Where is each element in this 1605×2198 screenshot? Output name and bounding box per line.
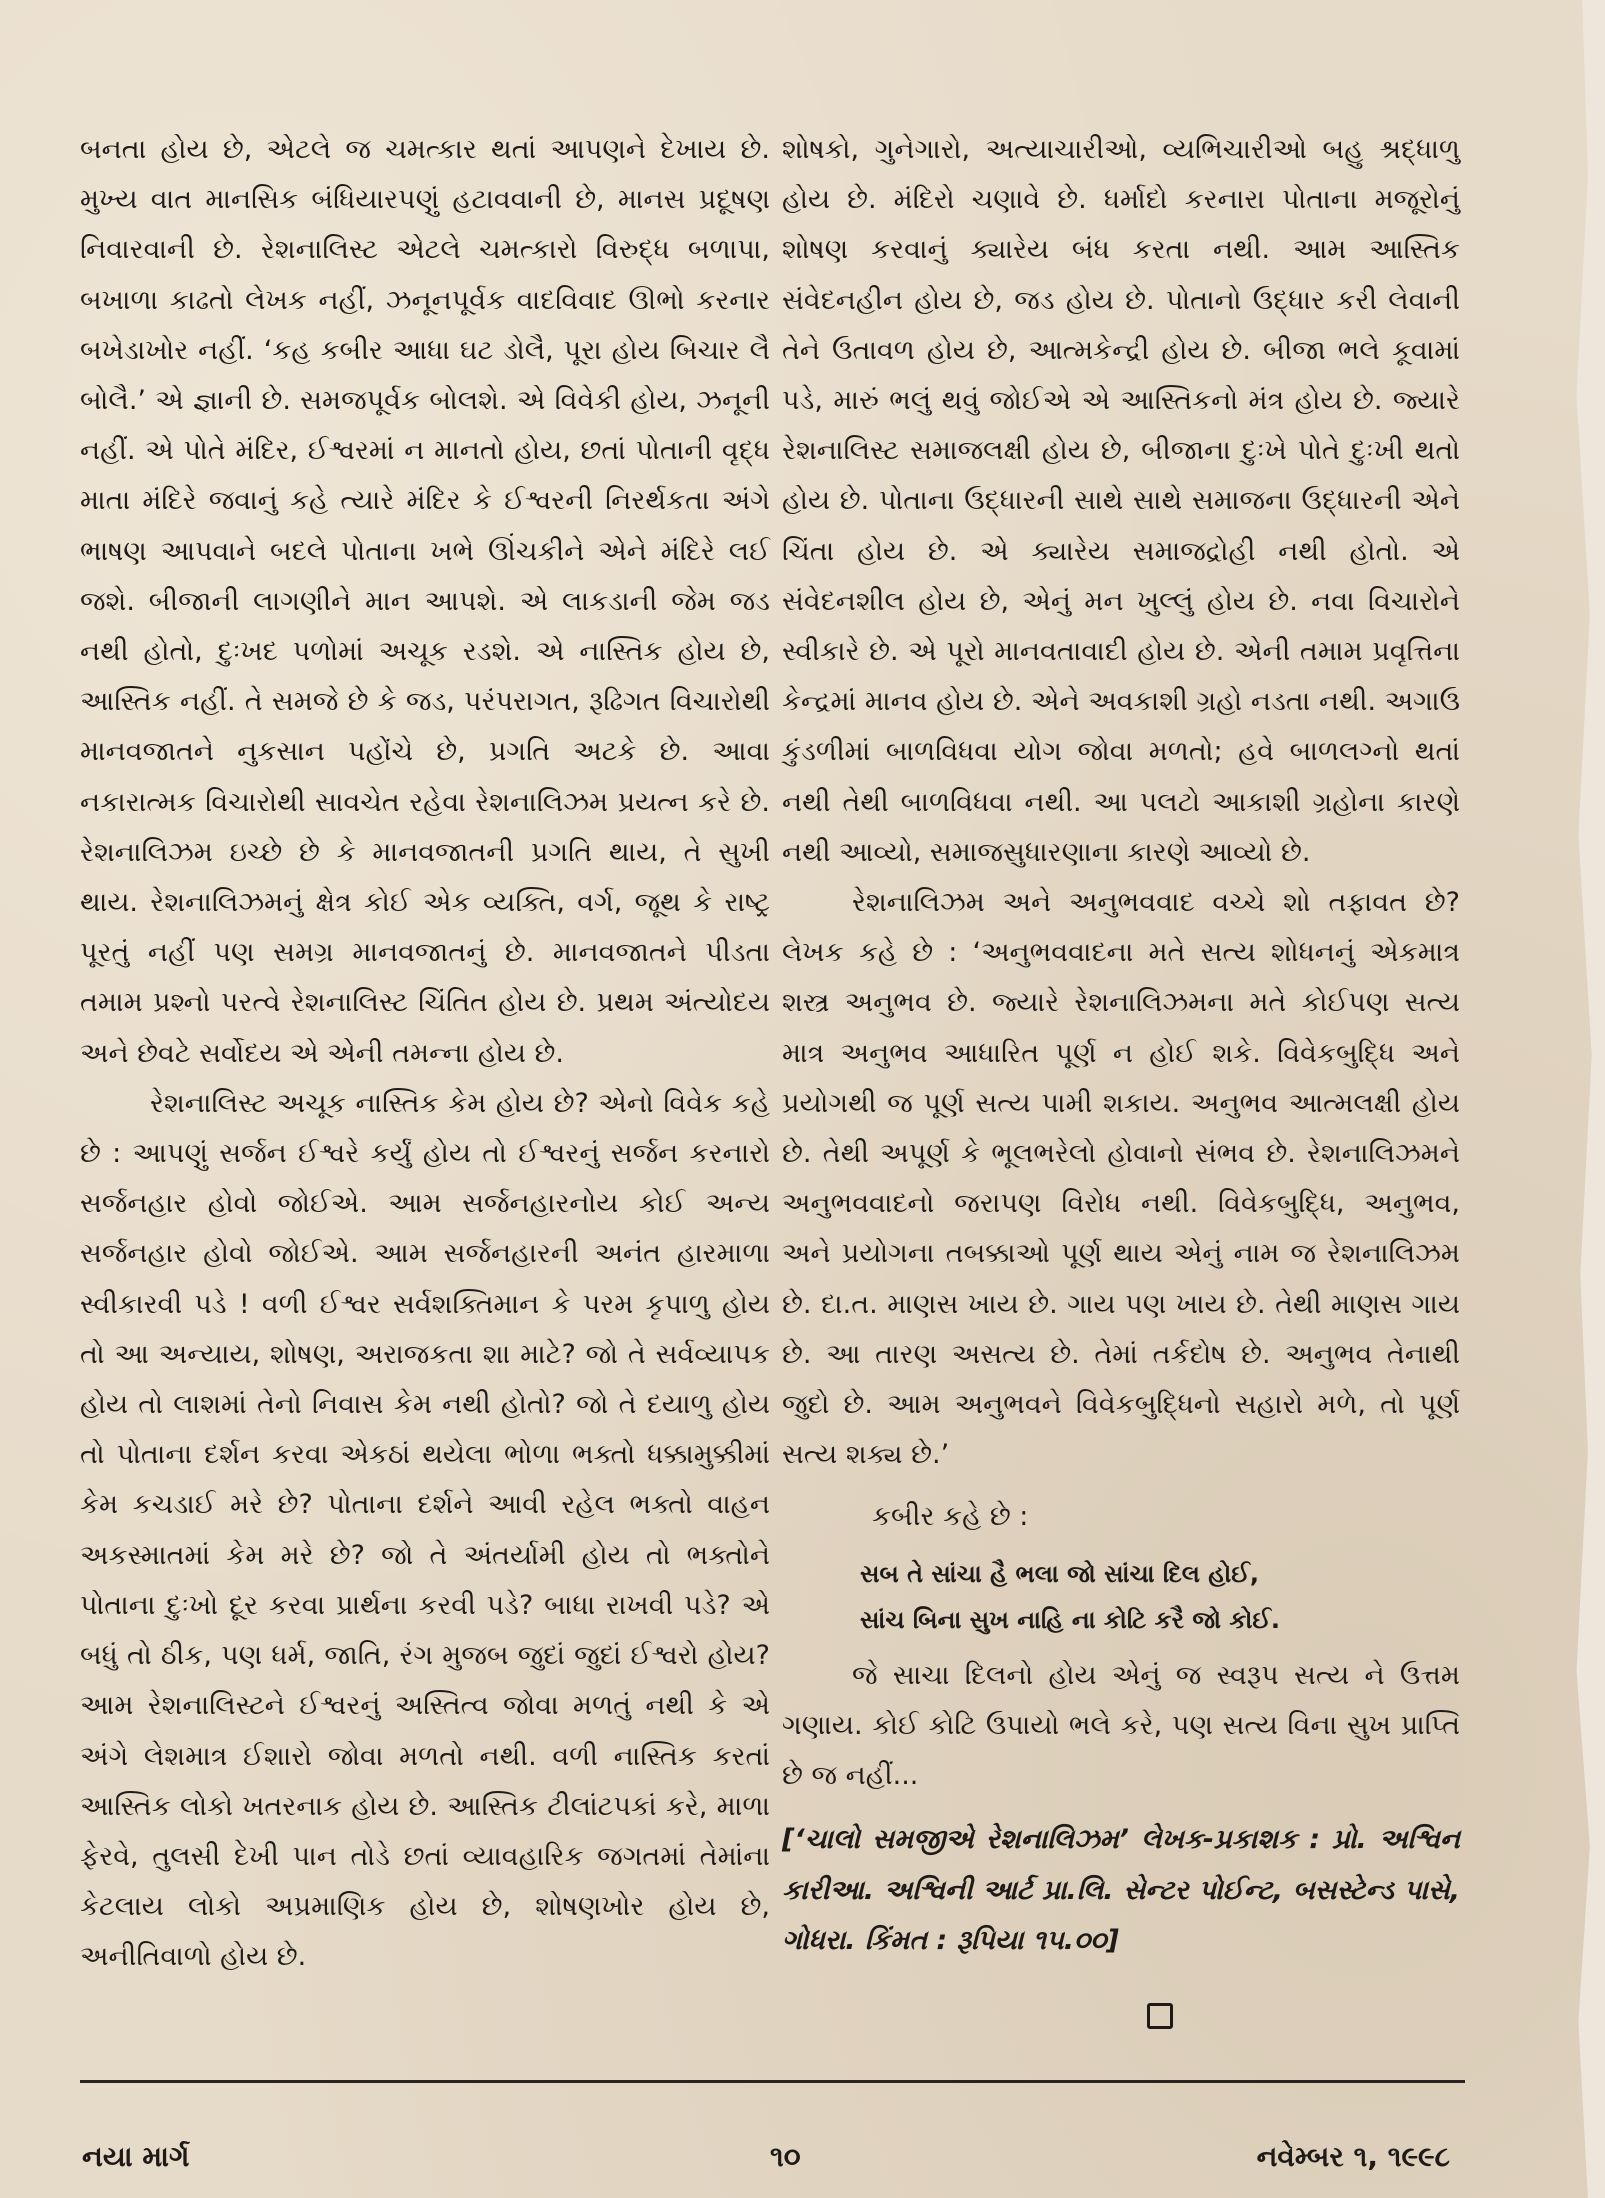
kabir-verse: [860, 1551, 1460, 1643]
paragraph: શોષકો, ગુનેગારો, અત્યાચારીઓ, વ્યભિચારીઓ બહુ શ્રદ્ધાળુ હોય છે. મંદિરો ચણાવે છે. ધર્માદો કરનારા પોતાના મજૂરોનું શોષણ કરવાનું ક્યારેય બંધ કરતા નથી. આમ આસ્તિક સંવેદનહીન હોય છે, જડ હોય છે. પોતાનો ઉદ્ધાર કરી લેવાની તેને ઉતાવળ હોય છે, આત્મકેન્દ્રી હોય છે. બીજા ભલે કૂવામાં પડે, મારું ભલું થવું જોઈએ એ આસ્તિકનો મંત્ર હોય છે. જ્યારે રેશનાલિસ્ટ સમાજલક્ષી હોય છે, બીજાના દુઃખે પોતે દુઃખી થતો હોય છે. પોતાના ઉદ્ધારની સાથે સાથે સમાજના ઉદ્ધારની એને ચિંતા હોય છે. એ ક્યારેય સમાજદ્રોહી નથી હોતો. એ સંવેદનશીલ હોય છે, એનું મન ખુલ્લું હોય છે. નવા વિચારોને સ્વીકારે છે. એ પૂરો માનવતાવાદી હોય છે. એની તમામ પ્રવૃત્તિના કેન્દ્રમાં માનવ હોય છે. એને અવકાશી ગ્રહો નડતા નથી. અગાઉ કુંડળીમાં બાળવિધવા યોગ જોવા મળતો; હવે બાળલગ્નો થતાં નથી તેથી બાળવિધવા નથી. આ પલટો આકાશી ગ્રહોના કારણે નથી આવ્યો, સમાજસુધારણાના કારણે આવ્યો છે.: [782, 134, 1461, 868]
footer-divider: [80, 2080, 1465, 2083]
paragraph: જે સાચા દિલનો હોય એનું જ સ્વરૂપ સત્ય ને ઉત્તમ ગણાય. કોઈ કોટિ ઉપાયો ભલે કરે, પણ સત્ય વિના સુખ પ્રાપ્તિ છે જ નહીં...: [782, 1659, 1460, 1792]
left-column: [80, 125, 770, 1983]
verse-line: સબ તે સાંચા હૈ ભલા જો સાંચા દિલ હોઈ,: [860, 1559, 1259, 1588]
issue-date: નવેમ્બર ૧, ૧૯૯૮: [1256, 2140, 1450, 2173]
end-of-article-mark: [1147, 2003, 1173, 2029]
magazine-name: નયા માર્ગ: [82, 2140, 190, 2173]
right-column: [782, 125, 1460, 1966]
torn-page-edge: [1567, 0, 1605, 2198]
paragraph: બનતા હોય છે, એટલે જ ચમત્કાર થતાં આપણને દેખાય છે. મુખ્ય વાત માનસિક બંધિયારપણું હટાવવાની છે, માનસ પ્રદૂષણ નિવારવાની છે. રેશનાલિસ્ટ એટલે ચમત્કારો વિરુદ્ધ બળાપા, બખાળા કાઢતો લેખક નહીં, ઝનૂનપૂર્વક વાદવિવાદ ઊભો કરનાર બખેડાખોર નહીં. ‘કહ કબીર આધા ઘટ ડોલૈ, પૂરા હોય બિચાર લૈ બોલૈ.’ એ જ્ઞાની છે. સમજપૂર્વક બોલશે. એ વિવેકી હોય, ઝનૂની નહીં. એ પોતે મંદિર, ઈશ્વરમાં ન માનતો હોય, છતાં પોતાની વૃદ્ધ માતા મંદિરે જવાનું કહે ત્યારે મંદિર કે ઈશ્વરની નિરર્થકતા અંગે ભાષણ આપવાને બદલે પોતાના ખભે ઊંચકીને એને મંદિરે લઈ જશે. બીજાની લાગણીને માન આપશે. એ લાકડાની જેમ જડ નથી હોતો, દુઃખદ પળોમાં અચૂક રડશે. એ નાસ્તિક હોય છે, આસ્તિક નહીં. તે સમજે છે કે જડ, પરંપરાગત, રૂઢિગત વિચારોથી માનવજાતને નુકસાન પહોંચે છે, પ્રગતિ અટકે છે. આવા નકારાત્મક વિચારોથી સાવચેત રહેવા રેશનાલિઝમ પ્રયત્ન કરે છે. રેશનાલિઝમ ઇચ્છે છે કે માનવજાતની પ્રગતિ થાય, તે સુખી થાય. રેશનાલિઝમનું ક્ષેત્ર કોઈ એક વ્યક્તિ, વર્ગ, જૂથ કે રાષ્ટ્ર પૂરતું નહીં પણ સમગ્ર માનવજાતનું છે. માનવજાતને પીડતા તમામ પ્રશ્નો પરત્વે રેશનાલિસ્ટ ચિંતિત હોય છે. પ્રથમ અંત્યોદય અને છેવટે સર્વોદય એ એની તમન્ના હોય છે.: [80, 134, 770, 1069]
book-citation: [‘ચાલો સમજીએ રેશનાલિઝમ’ લેખક-પ્રકાશક : પ્રો. અશ્વિન કારીઆ. અશ્વિની આર્ટ પ્રા.લિ. સેન્ટર પોઈન્ટ, બસસ્ટેન્ડ પાસે, ગોધરા. કિંમત : રૂપિયા ૧૫.૦૦]: [782, 1824, 1460, 1956]
page-number: ૧૦: [770, 2140, 801, 2173]
paragraph: રેશનાલિસ્ટ અચૂક નાસ્તિક કેમ હોય છે? એનો વિવેક કહે છે : આપણું સર્જન ઈશ્વરે કર્યું હોય તો ઈશ્વરનું સર્જન કરનારો સર્જનહાર હોવો જોઈએ. આમ સર્જનહારનોય કોઈ અન્ય સર્જનહાર હોવો જોઈએ. આમ સર્જનહારની અનંત હારમાળા સ્વીકારવી પડે ! વળી ઈશ્વર સર્વશક્તિમાન કે પરમ કૃપાળુ હોય તો આ અન્યાય, શોષણ, અરાજકતા શા માટે? જો તે સર્વવ્યાપક હોય તો લાશમાં તેનો નિવાસ કેમ નથી હોતો? જો તે દયાળુ હોય તો પોતાના દર્શન કરવા એકઠાં થયેલા ભોળા ભક્તો ધક્કામુક્કીમાં કેમ કચડાઈ મરે છે? પોતાના દર્શને આવી રહેલ ભક્તો વાહન અકસ્માતમાં કેમ મરે છે? જો તે અંતર્યામી હોય તો ભક્તોને પોતાના દુઃખો દૂર કરવા પ્રાર્થના કરવી પડે? બાધા રાખવી પડે? એ બધું તો ઠીક, પણ ધર્મ, જાતિ, રંગ મુજબ જુદાં જુદાં ઈશ્વરો હોય? આમ રેશનાલિસ્ટને ઈશ્વરનું અસ્તિત્વ જોવા મળતું નથી કે એ અંગે લેશમાત્ર ઈશારો જોવા મળતો નથી. વળી નાસ્તિક કરતાં આસ્તિક લોકો ખતરનાક હોય છે. આસ્તિક ટીલાંટપકાં કરે, માળા ફેરવે, તુલસી દેખી પાન તોડે છતાં વ્યાવહારિક જગતમાં તેમાંના કેટલાય લોકો અપ્રમાણિક હોય છે, શોષણખોર હોય છે, અનીતિવાળો હોય છે.: [80, 1087, 770, 1973]
kabir-intro: કબીર કહે છે :: [872, 1501, 1029, 1533]
verse-line: સાંચ બિના સુખ નાહિ ના કોટિ કરૈ જો કોઈ.: [860, 1605, 1280, 1634]
paragraph: રેશનાલિઝમ અને અનુભવવાદ વચ્ચે શો તફાવત છે? લેખક કહે છે : ‘અનુભવવાદના મતે સત્ય શોધનનું એકમાત્ર શસ્ત્ર અનુભવ છે. જ્યારે રેશનાલિઝમના મતે કોઈપણ સત્ય માત્ર અનુભવ આધારિત પૂર્ણ ન હોઈ શકે. વિવેકબુદ્ધિ અને પ્રયોગથી જ પૂર્ણ સત્ય પામી શકાય. અનુભવ આત્મલક્ષી હોય છે. તેથી અપૂર્ણ કે ભૂલભરેલો હોવાનો સંભવ છે. રેશનાલિઝમને અનુભવવાદનો જરાપણ વિરોધ નથી. વિવેકબુદ્ધિ, અનુભવ, અને પ્રયોગના તબક્કાઓ પૂર્ણ થાય એનું નામ જ રેશનાલિઝમ છે. દા.ત. માણસ ખાય છે. ગાય પણ ખાય છે. તેથી માણસ ગાય છે. આ તારણ અસત્ય છે. તેમાં તર્કદોષ છે. અનુભવ તેનાથી જુદો છે. આમ અનુભવને વિવેકબુદ્ધિનો સહારો મળે, તો પૂર્ણ સત્ય શક્ય છે.’: [782, 887, 1460, 1471]
